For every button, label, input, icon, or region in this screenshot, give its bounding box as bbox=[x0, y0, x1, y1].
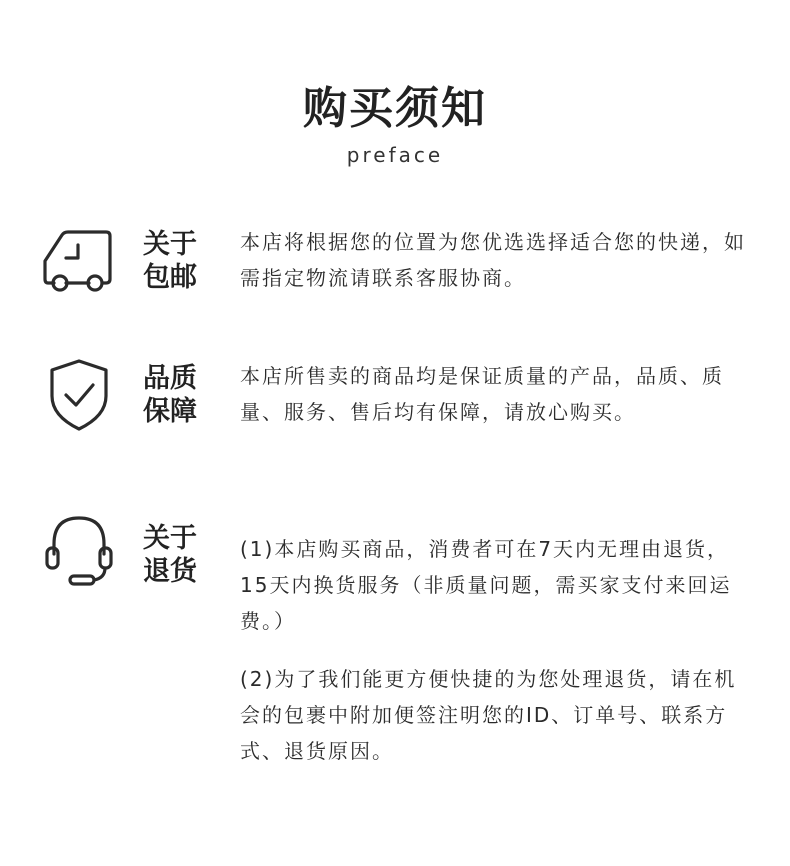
quality-text: 本店所售卖的商品均是保证质量的产品，品质、质量、服务、售后均有保障，请放心购买。 bbox=[240, 364, 724, 424]
heading-line: 关于 bbox=[143, 523, 197, 554]
heading-line: 退货 bbox=[143, 556, 197, 587]
heading-line: 包邮 bbox=[143, 262, 197, 293]
page-title: 购买须知 bbox=[303, 83, 487, 134]
page-subtitle: preface bbox=[346, 143, 444, 167]
headset-icon bbox=[42, 512, 116, 590]
shield-check-icon bbox=[48, 358, 110, 432]
section-heading-returns bbox=[143, 522, 209, 588]
shipping-text: 本店将根据您的位置为您优选选择适合您的快递，如需指定物流请联系客服协商。 bbox=[240, 230, 746, 290]
heading-line: 品质 bbox=[143, 363, 197, 394]
heading-line: 关于 bbox=[143, 229, 197, 260]
returns-process-text: (2)为了我们能更方便快捷的为您处理退货，请在机会的包裹中附加便签注明您的ID、订单号、联系方式、退货原因。 bbox=[240, 667, 737, 763]
heading-line: 保障 bbox=[143, 396, 197, 427]
section-heading-quality bbox=[143, 362, 209, 428]
section-heading-shipping bbox=[143, 228, 209, 294]
returns-policy-text: (1)本店购买商品，消费者可在7天内无理由退货，15天内换货服务（非质量问题，需买家支付来回运费。） bbox=[240, 537, 732, 633]
delivery-truck-icon bbox=[42, 227, 114, 295]
